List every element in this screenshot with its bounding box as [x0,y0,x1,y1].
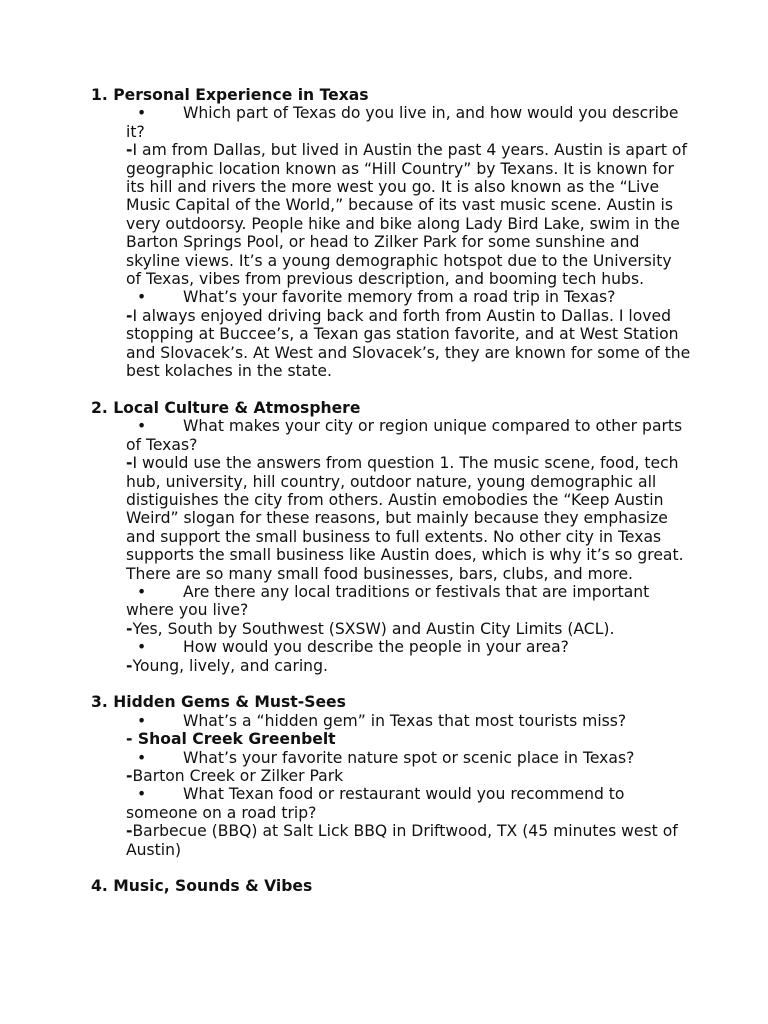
document-body [91,86,691,914]
answer-text: Young, lively, and caring. [132,656,328,675]
answer-dash: - [126,767,133,785]
answer-dash: - [126,454,133,473]
question-text: What’s your favorite memory from a road trip in Texas? [183,288,616,307]
bullet-icon: • [137,785,147,804]
answer-dash: - [126,306,133,325]
question [126,785,691,822]
answer-text: Barton Creek or Zilker Park [132,767,344,785]
answer-text: Barbecue (BBQ) at Salt Lick BBQ in Driftwood, TX (45 minutes west of Austin) [126,822,678,859]
answer-dash: - [126,619,133,638]
question [126,638,691,656]
answer [126,307,691,381]
answer [126,141,691,288]
question-text: How would you describe the people in your area? [183,638,569,657]
section-personal-experience [91,86,691,381]
answer [126,822,691,859]
answer-text: I always enjoyed driving back and forth from Austin to Dallas. I loved stopping at Buccee’s, a Texan gas station favorite, and at West Station and Slovacek’s. At West and Slovacek’s, they are known for some of the best kolaches in the state. [126,306,691,381]
question [126,288,691,306]
question [126,417,691,454]
bullet-icon: • [137,417,147,436]
section-heading: 2. Local Culture & Atmosphere [91,398,361,417]
question-text: Which part of Texas do you live in, and how would you describe it? [126,104,679,141]
bullet-icon: • [137,638,147,657]
section-heading: 1. Personal Experience in Texas [91,86,369,104]
question-text: What makes your city or region unique compared to other parts of Texas? [126,417,683,454]
section-music-sounds [91,877,691,895]
answer-dash: - [126,141,133,160]
answer [126,620,691,638]
question [126,712,691,730]
question-text: What’s a “hidden gem” in Texas that most tourists miss? [183,711,627,730]
question [126,104,691,141]
question [126,749,691,767]
question-text: Are there any local traditions or festivals that are important where you live? [126,582,650,620]
answer [126,767,691,785]
question [126,583,691,620]
answer-text: Yes, South by Southwest (SXSW) and Austin City Limits (ACL). [132,619,615,638]
answer-dash: - [126,730,133,749]
answer-dash: - [126,822,133,841]
bullet-icon: • [137,748,147,767]
section-local-culture [91,399,691,675]
answer [126,730,691,748]
section-hidden-gems [91,693,691,859]
answer-text: Shoal Creek Greenbelt [132,730,336,749]
bullet-icon: • [137,104,147,123]
bullet-icon: • [137,288,147,307]
answer [126,454,691,583]
bullet-icon: • [137,582,147,601]
question-text: What’s your favorite nature spot or scenic place in Texas? [183,748,635,767]
question-text: What Texan food or restaurant would you recommend to someone on a road trip? [126,785,625,822]
answer [126,657,691,675]
answer-dash: - [126,656,133,675]
answer-text: I would use the answers from question 1. The music scene, food, tech hub, university, hill country, outdoor nature, young demographic all distiguishes the city from others. Austin emobodies the “Keep Austin Weird” slogan for these reasons, but mainly because they emphasize and support the small business to full extents. No other city in Texas supports the small business like Austin does, which is why it’s so great. There are so many small food businesses, bars, clubs, and more. [126,454,684,583]
section-heading: 4. Music, Sounds & Vibes [91,877,313,896]
bullet-icon: • [137,711,147,730]
answer-text: I am from Dallas, but lived in Austin the past 4 years. Austin is apart of geographic location known as “Hill Country” by Texans. It is known for its hill and rivers the more west you go. It is also known as the “Live Music Capital of the World,” because of its vast music scene. Austin is very outdoorsy. People hike and bike along Lady Bird Lake, swim in the Barton Springs Pool, or head to Zilker Park for some sunshine and skyline views. It’s a young demographic hotspot due to the University of Texas, vibes from previous description, and booming tech hubs. [126,141,687,289]
section-heading: 3. Hidden Gems & Must-Sees [91,693,346,712]
